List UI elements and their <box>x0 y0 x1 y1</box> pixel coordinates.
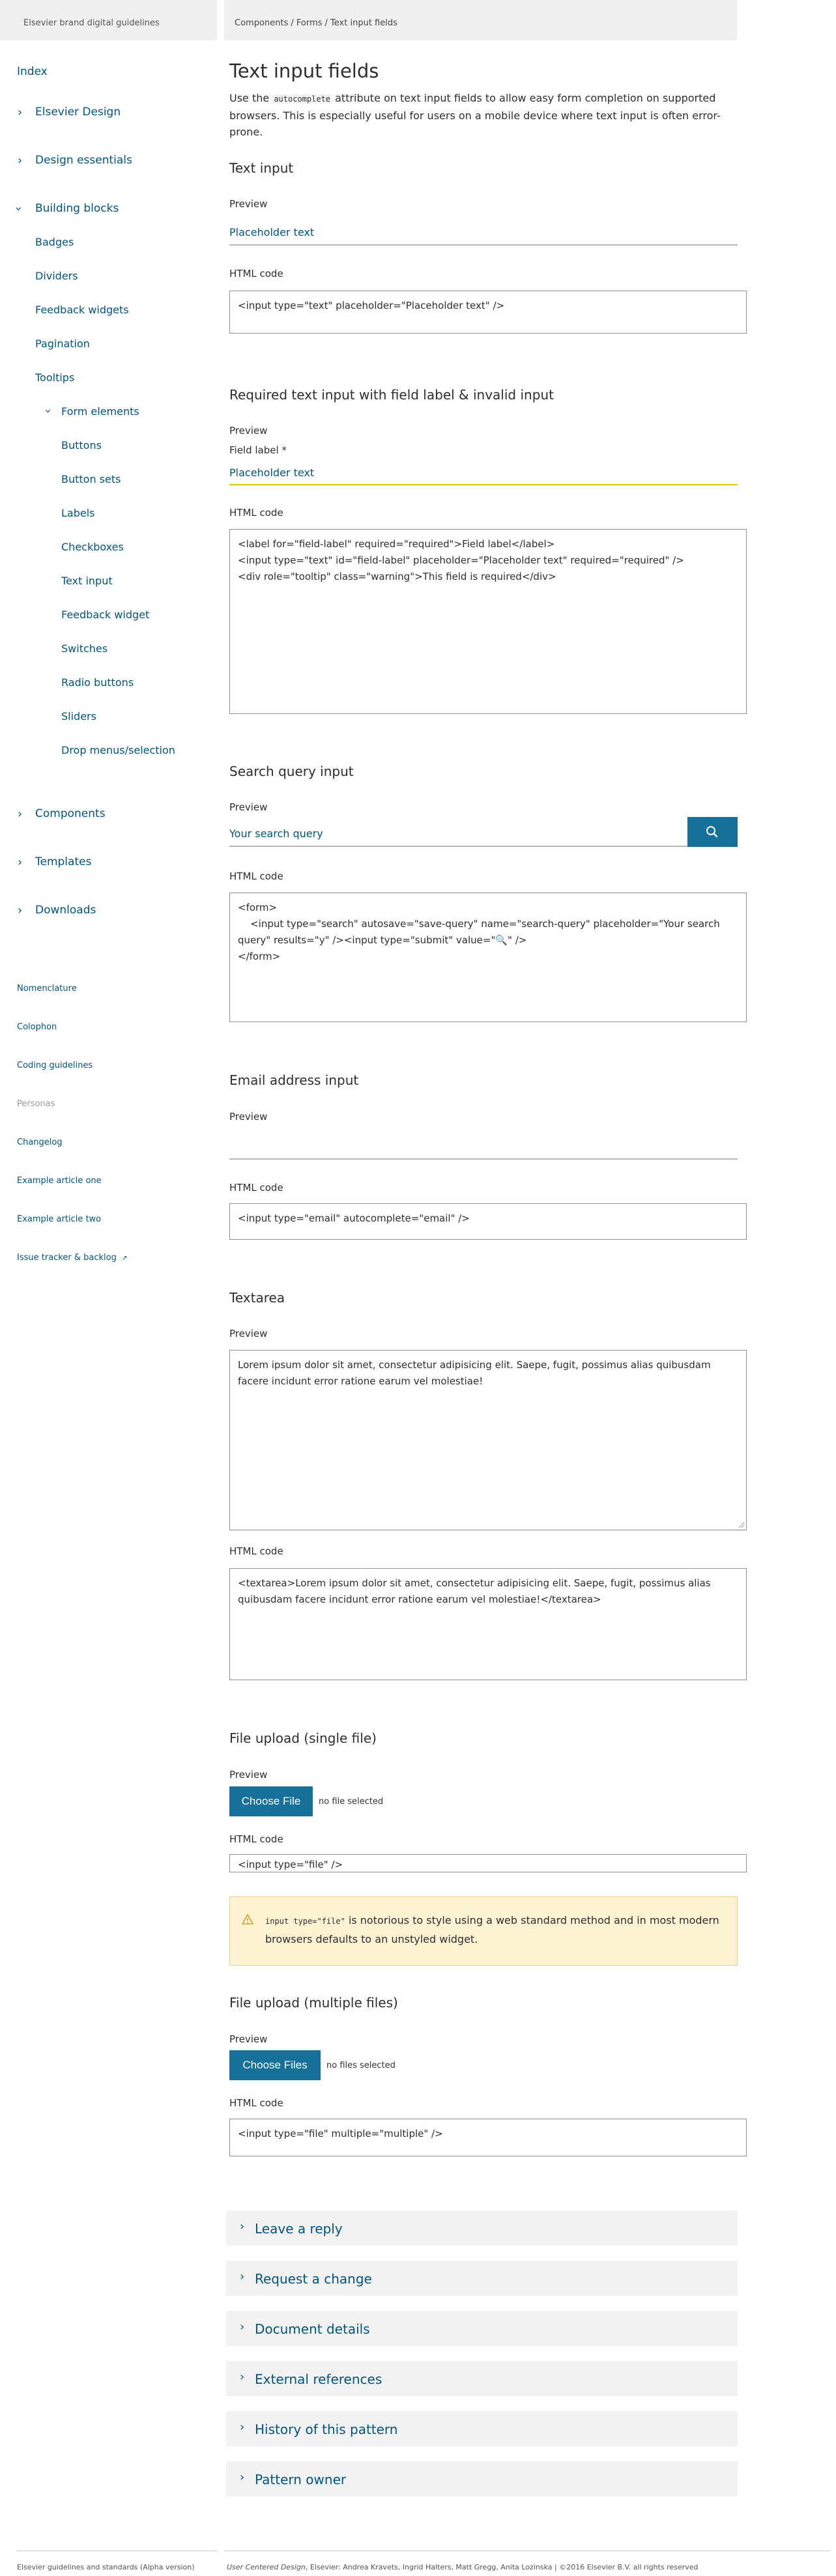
code-line: <input type="search" autosave="save-query" name="search-query" placeholder="Your search query" results="y" /><input type="submit" value="🔍" /> <box>238 918 723 946</box>
html-code-label: HTML code <box>229 1182 283 1194</box>
sidebar-item-buttons[interactable]: Buttons <box>61 439 102 451</box>
code-line: <div role="tooltip" class="warning">This field is required</div> <box>238 571 556 582</box>
code-line: <input type="text" placeholder="Placeholder text" /> <box>238 300 505 311</box>
accordion-label: Leave a reply <box>255 2221 343 2237</box>
code-line: <label for="field-label" required="required">Field label</label> <box>238 538 555 550</box>
required-input-placeholder[interactable]: Placeholder text <box>229 466 315 479</box>
sidebar-item-tooltips[interactable]: Tooltips <box>35 371 75 384</box>
accordion-document-details[interactable] <box>226 2311 738 2346</box>
sidebar-item-sliders[interactable]: Sliders <box>61 710 96 723</box>
chevron-right-icon: › <box>240 2470 245 2484</box>
accordion-leave-a-reply[interactable] <box>226 2211 738 2246</box>
code-box-required[interactable] <box>229 529 747 714</box>
accordion-label: Request a change <box>255 2271 372 2287</box>
chevron-right-icon: › <box>18 154 23 167</box>
warning-text <box>265 1911 721 1948</box>
chevron-right-icon: › <box>18 855 23 869</box>
accordion-label: Document details <box>255 2321 370 2337</box>
page-title: Text input fields <box>229 60 379 82</box>
chevron-right-icon: › <box>18 904 23 917</box>
intro-paragraph <box>229 90 738 140</box>
sidebar-item-dividers[interactable]: Dividers <box>35 270 78 282</box>
sidebar-item-label: Components <box>35 807 106 820</box>
preview-label: Preview <box>229 2033 268 2045</box>
code-line: <input type="text" id="field-label" placeholder="Placeholder text" required="required" /> <box>238 554 684 566</box>
sidebar-item-checkboxes[interactable]: Checkboxes <box>61 541 124 553</box>
chevron-right-icon: › <box>240 2420 245 2434</box>
warning-body: is notorious to style using a web standard method and in most modern browsers defaults to an unstyled widget. <box>265 1914 719 1945</box>
link-coding-guidelines[interactable]: Coding guidelines <box>17 1061 93 1070</box>
warning-callout <box>229 1896 738 1966</box>
search-input-placeholder[interactable]: Your search query <box>229 827 323 840</box>
sidebar-item-label: Elsevier Design <box>35 106 121 119</box>
chevron-right-icon: › <box>240 2320 245 2334</box>
textarea-preview[interactable] <box>229 1350 747 1530</box>
preview-label: Preview <box>229 425 268 436</box>
link-changelog[interactable]: Changelog <box>17 1138 63 1147</box>
accordion-label: External references <box>255 2371 382 2387</box>
sidebar-item-pagination[interactable]: Pagination <box>35 337 90 350</box>
code-line: <form> <box>238 902 278 913</box>
section-title-textarea: Textarea <box>229 1290 285 1306</box>
code-line: <input type="email" autocomplete="email" /> <box>238 1212 470 1224</box>
sidebar-item-badges[interactable]: Badges <box>35 236 74 248</box>
link-example-article-two[interactable]: Example article two <box>17 1214 102 1224</box>
code-box-file-multiple[interactable] <box>229 2119 747 2156</box>
sidebar-item-text-input[interactable]: Text input <box>61 575 113 587</box>
required-input-underline <box>229 484 738 485</box>
footer-credits <box>227 2563 698 2571</box>
chevron-right-icon: › <box>240 2270 245 2283</box>
chevron-right-icon: › <box>18 807 23 821</box>
html-code-label: HTML code <box>229 870 283 882</box>
code-box-textarea[interactable] <box>229 1568 747 1680</box>
link-issue-tracker[interactable] <box>17 1253 127 1263</box>
textarea-value: Lorem ipsum dolor sit amet, consectetur adipisicing elit. Saepe, fugit, possimus alias quibusdam facere incidunt error ratione earum vel molestiae! <box>238 1359 714 1387</box>
code-box-search[interactable] <box>229 893 747 1022</box>
chevron-down-icon: › <box>41 408 55 414</box>
sidebar-item-components[interactable] <box>18 807 106 821</box>
files-status: no files selected <box>326 2061 396 2070</box>
sidebar-item-feedback-widget[interactable]: Feedback widget <box>61 608 150 621</box>
sidebar-item-labels[interactable]: Labels <box>61 507 95 519</box>
warning-code: input type="file" <box>265 1917 345 1926</box>
sidebar-item-design-essentials[interactable] <box>18 154 132 167</box>
breadcrumb-bar <box>224 0 737 40</box>
sidebar-item-templates[interactable] <box>18 855 92 869</box>
search-icon <box>687 817 738 847</box>
html-code-label: HTML code <box>229 268 283 279</box>
brand-bar <box>0 0 217 40</box>
sidebar-item-label: Form elements <box>61 405 139 418</box>
chevron-right-icon: › <box>240 2370 245 2384</box>
intro-text: Use the <box>229 92 273 104</box>
sidebar-item-building-blocks[interactable] <box>12 202 119 215</box>
text-input-placeholder[interactable]: Placeholder text <box>229 226 315 238</box>
html-code-label: HTML code <box>229 1833 283 1845</box>
preview-label: Preview <box>229 1769 268 1781</box>
sidebar-item-elsevier-design[interactable] <box>18 106 121 119</box>
intro-text: attribute on text input fields to allow easy form completion on supported browsers. This is especially useful for users on a mobile device where text input is often error-prone. <box>229 92 721 138</box>
preview-label: Preview <box>229 1111 268 1123</box>
footer-credits-rest: , Elsevier: Andrea Kravets, Ingrid Halters, Matt Gregg, Anita Lozinska | ©2016 Elsevier B.V. all rights reserved <box>305 2563 699 2571</box>
sidebar-item-downloads[interactable] <box>18 904 96 917</box>
link-colophon[interactable]: Colophon <box>17 1022 57 1032</box>
footer-left-text: Elsevier guidelines and standards (Alpha version) <box>17 2563 195 2571</box>
intro-code: autocomplete <box>274 94 331 104</box>
breadcrumb: Components / Forms / Text input fields <box>235 18 397 28</box>
code-box-text-input[interactable] <box>229 291 747 334</box>
section-title-file-single: File upload (single file) <box>229 1730 377 1746</box>
sidebar-item-switches[interactable]: Switches <box>61 642 108 655</box>
code-line: <input type="file" /> <box>238 1859 343 1870</box>
preview-label: Preview <box>229 801 268 813</box>
search-input-underline <box>229 846 687 847</box>
chevron-right-icon: › <box>240 2220 245 2233</box>
brand-title[interactable]: Elsevier brand digital guidelines <box>23 18 160 28</box>
accordion-history-of-this-pattern[interactable] <box>226 2411 738 2446</box>
chevron-down-icon: › <box>12 206 26 212</box>
external-link-icon: ↗ <box>121 1255 128 1262</box>
code-box-email[interactable] <box>229 1203 747 1240</box>
email-input-underline[interactable] <box>229 1158 738 1160</box>
section-title-email: Email address input <box>229 1072 359 1088</box>
sidebar-item-label: Templates <box>35 855 92 868</box>
section-title-required: Required text input with field label & invalid input <box>229 387 554 403</box>
accordion-label: Pattern owner <box>255 2472 347 2487</box>
sidebar-item-radio-buttons[interactable]: Radio buttons <box>61 676 134 689</box>
sidebar-item-index[interactable]: Index <box>17 65 48 78</box>
section-title-file-multiple: File upload (multiple files) <box>229 1995 398 2011</box>
preview-label: Preview <box>229 198 268 210</box>
accordion-request-a-change[interactable] <box>226 2261 738 2296</box>
section-title-search: Search query input <box>229 764 354 779</box>
code-box-file-single[interactable] <box>229 1854 747 1872</box>
html-code-label: HTML code <box>229 507 283 519</box>
link-nomenclature[interactable]: Nomenclature <box>17 984 77 994</box>
field-label: Field label * <box>229 444 287 456</box>
sidebar-item-drop-menus[interactable]: Drop menus/selection <box>61 744 175 756</box>
sidebar-item-button-sets[interactable]: Button sets <box>61 473 121 485</box>
text-input-underline <box>229 244 738 246</box>
section-title-text-input: Text input <box>229 160 294 176</box>
sidebar-item-label: Downloads <box>35 904 96 917</box>
link-example-article-one[interactable]: Example article one <box>17 1176 102 1186</box>
preview-label: Preview <box>229 1328 268 1339</box>
accordion-pattern-owner[interactable] <box>226 2461 738 2497</box>
sidebar-item-label: Building blocks <box>35 202 119 215</box>
chevron-right-icon: › <box>18 106 23 119</box>
code-line: </form> <box>238 951 281 962</box>
html-code-label: HTML code <box>229 1545 283 1557</box>
accordion-label: History of this pattern <box>255 2422 398 2437</box>
code-line: <input type="file" multiple="multiple" /> <box>238 2128 443 2140</box>
choose-files-button[interactable]: Choose Files <box>229 2050 321 2080</box>
file-status: no file selected <box>319 1797 384 1807</box>
link-personas-disabled: Personas <box>17 1099 55 1109</box>
sidebar-item-feedback-widgets[interactable]: Feedback widgets <box>35 304 129 316</box>
warning-icon <box>242 1914 253 1925</box>
sidebar-item-form-elements[interactable] <box>41 405 139 418</box>
choose-file-button[interactable]: Choose File <box>229 1786 313 1816</box>
code-line: <textarea>Lorem ipsum dolor sit amet, consectetur adipisicing elit. Saepe, fugit, possimus alias quibusdam facere incidunt error ratione earum vel molestiae!</textarea> <box>238 1577 714 1605</box>
html-code-label: HTML code <box>229 2097 283 2109</box>
link-label: Issue tracker & backlog <box>17 1253 117 1263</box>
footer-credits-em: User Centered Design <box>227 2563 306 2571</box>
sidebar-item-label: Design essentials <box>35 154 132 167</box>
accordion-external-references[interactable] <box>226 2361 738 2396</box>
resize-handle-icon[interactable] <box>738 1522 745 1528</box>
search-button[interactable] <box>687 817 738 847</box>
